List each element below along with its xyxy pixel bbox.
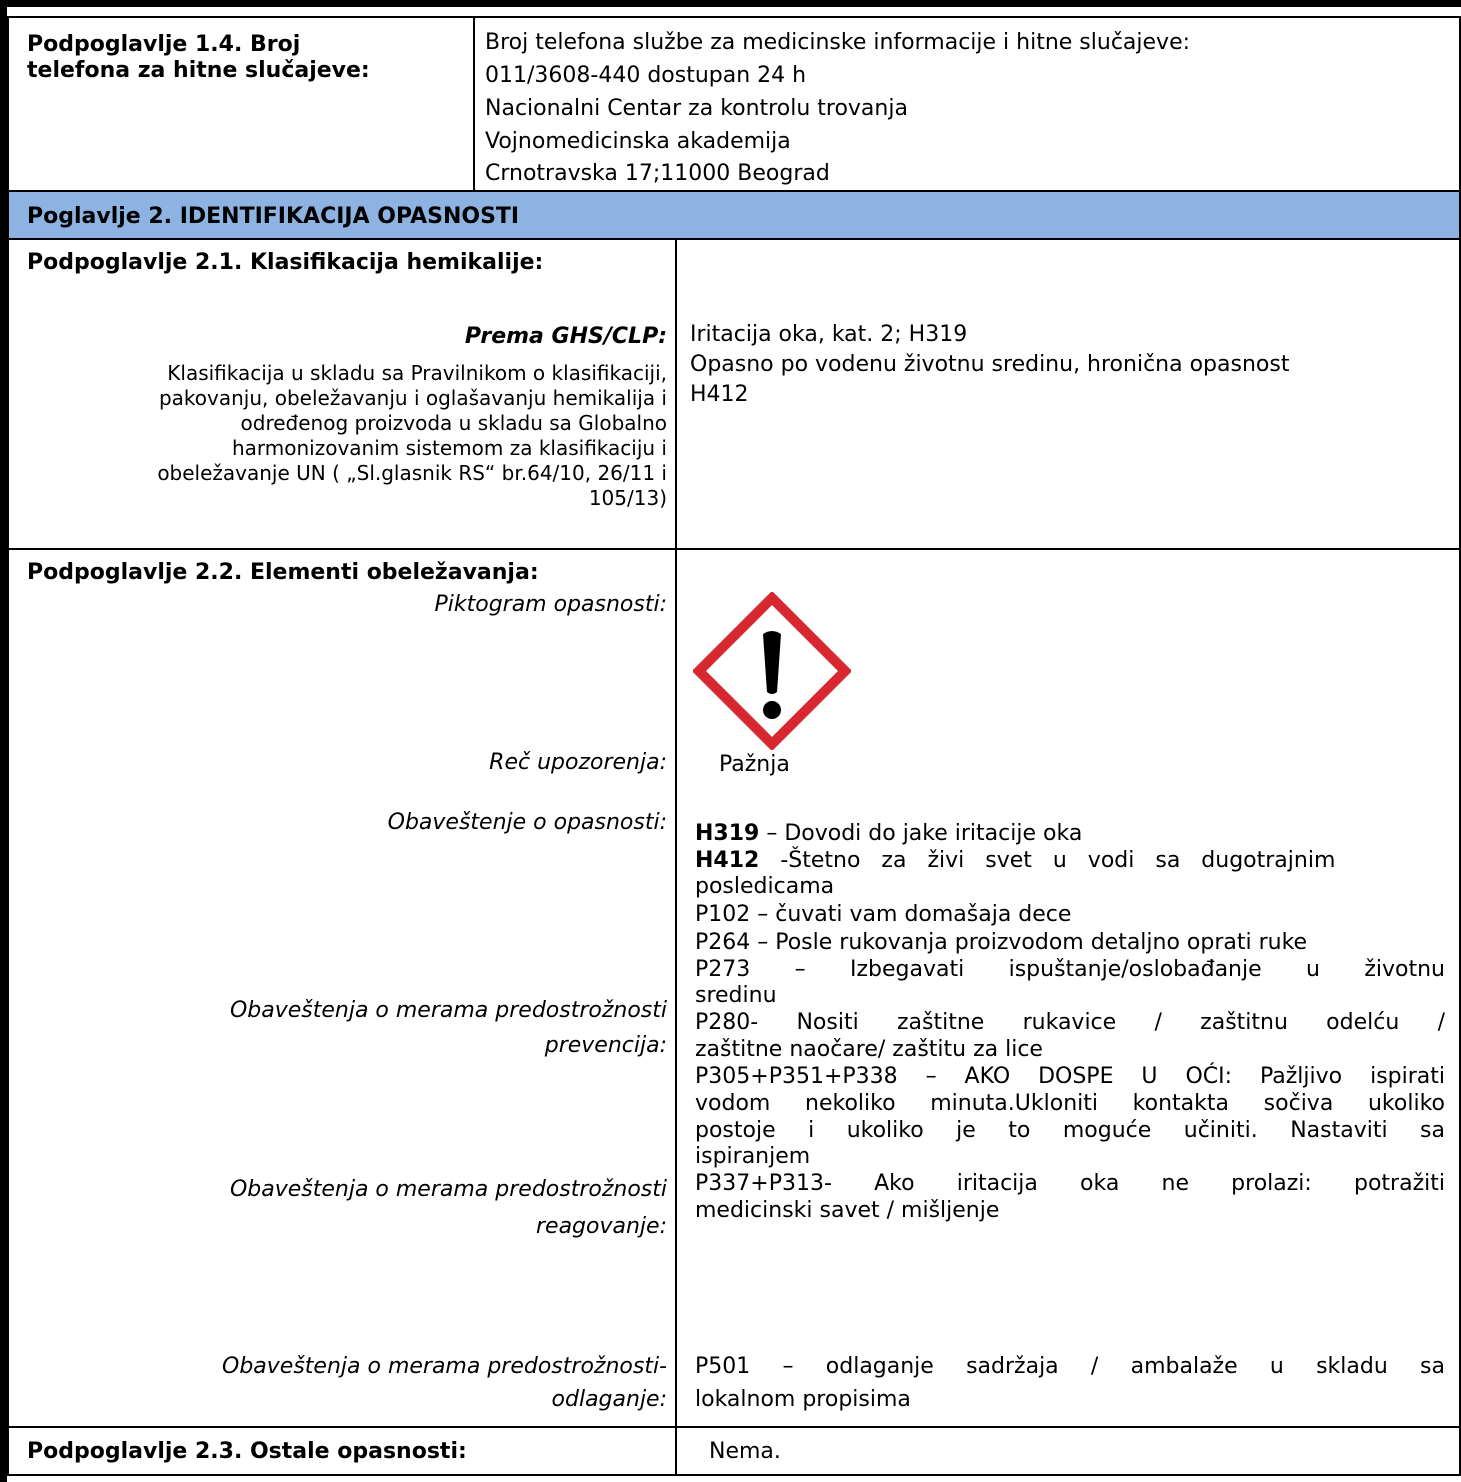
section-2-1-label-cell (7, 238, 677, 550)
section-2-1-title: Podpoglavlje 2.1. Klasifikacija hemikalije: (27, 250, 544, 275)
chapter-2-title: Poglavlje 2. IDENTIFIKACIJA OPASNOSTI (27, 204, 520, 229)
precaution-line-10: ispiranjem (695, 1144, 811, 1169)
section-2-3-label-cell (7, 1426, 677, 1476)
hazard-h412-line-2: posledicama (695, 874, 835, 899)
regulation-line-6: 105/13) (588, 486, 667, 510)
precaution-line-3: P273 – Izbegavati ispuštanje/oslobađanje u životnu (695, 957, 1445, 982)
section-2-3-title: Podpoglavlje 2.3. Ostale opasnosti: (27, 1439, 467, 1464)
exclamation-mark-ghs07-icon (693, 592, 851, 750)
emergency-info-line-2: 011/3608-440 dostupan 24 h (485, 63, 807, 88)
hazard-h412-code: H412 (695, 848, 760, 873)
hazard-h319-code: H319 (695, 821, 760, 846)
page-left-border (0, 0, 7, 1482)
precaution-line-12: medicinski savet / mišljenje (695, 1198, 1000, 1223)
prevention-label-line-2: prevencija: (544, 1033, 667, 1058)
pictogram-label: Piktogram opasnosti: (434, 592, 667, 617)
disposal-label-line-2: odlaganje: (551, 1387, 667, 1412)
response-label-line-2: reagovanje: (536, 1214, 667, 1239)
emergency-info-line-3: Nacionalni Centar za kontrolu trovanja (485, 96, 908, 121)
emergency-info-line-5: Crnotravska 17;11000 Beograd (485, 161, 830, 186)
section-1-4-title-line-2: telefona za hitne slučajeve: (27, 58, 370, 83)
ghs-clp-label: Prema GHS/CLP: (464, 324, 667, 349)
disposal-line-2: lokalnom propisima (695, 1387, 911, 1412)
emergency-info-line-1: Broj telefona službe za medicinske informacije i hitne slučajeve: (485, 30, 1191, 55)
regulation-line-5: obeležavanje UN ( „Sl.glasnik RS“ br.64/10, 26/11 i (157, 461, 667, 485)
classification-line-3: H412 (690, 382, 749, 407)
response-label-line-1: Obaveštenja o merama predostrožnosti (229, 1177, 667, 1202)
hazard-statement-label: Obaveštenje o opasnosti: (387, 810, 667, 835)
regulation-line-3: određenog proizvoda u skladu sa Globalno (240, 411, 667, 435)
precaution-line-1: P102 – čuvati vam domašaja dece (695, 902, 1072, 927)
disposal-line-1: P501 – odlaganje sadržaja / ambalaže u skladu sa (695, 1354, 1445, 1379)
signal-word-label: Reč upozorenja: (489, 750, 667, 775)
emergency-info-line-4: Vojnomedicinska akademija (485, 129, 791, 154)
regulation-line-2: pakovanju, obeležavanju i oglašavanju hemikalija i (158, 386, 667, 410)
precaution-line-11: P337+P313- Ako iritacija oka ne prolazi: potražiti (695, 1171, 1445, 1196)
precaution-line-8: vodom nekoliko minuta.Ukloniti kontakta sočiva ukoliko (695, 1091, 1445, 1116)
section-2-1-value-cell (675, 238, 1461, 550)
hazard-h412 (695, 848, 1449, 874)
prevention-label-line-1: Obaveštenja o merama predostrožnosti (229, 998, 667, 1023)
section-1-4-title-line-1: Podpoglavlje 1.4. Broj (27, 32, 301, 57)
precaution-line-4: sredinu (695, 983, 777, 1008)
classification-line-1: Iritacija oka, kat. 2; H319 (690, 322, 968, 347)
section-1-4-title-cell (7, 16, 475, 192)
signal-word: Pažnja (719, 752, 790, 777)
section-2-3-value-cell (675, 1426, 1461, 1476)
precaution-line-2: P264 – Posle rukovanja proizvodom detaljno oprati ruke (695, 930, 1308, 955)
precaution-line-9: postoje i ukoliko je to moguće učiniti. Nastaviti sa (695, 1118, 1445, 1143)
page-top-border (0, 0, 1461, 7)
hazard-h412-text: -Štetno za živi svet u vodi sa dugotrajnim (759, 848, 1336, 873)
classification-line-2: Opasno po vodenu životnu sredinu, hronična opasnost (690, 352, 1290, 377)
regulation-line-4: harmonizovanim sistemom za klasifikaciju i (231, 436, 667, 460)
hazard-h319 (695, 821, 1082, 847)
section-2-2-label-cell (7, 548, 677, 1428)
disposal-label-line-1: Obaveštenja o merama predostrožnosti- (222, 1354, 667, 1379)
precaution-line-5: P280- Nositi zaštitne rukavice / zaštitnu odelću / (695, 1010, 1445, 1035)
section-1-4-info-cell (473, 16, 1461, 192)
section-2-2-title: Podpoglavlje 2.2. Elementi obeležavanja: (27, 560, 539, 585)
precaution-line-7: P305+P351+P338 – AKO DOSPE U OĆI: Pažljivo ispirati (695, 1064, 1445, 1089)
hazard-h319-text: – Dovodi do jake iritacije oka (759, 821, 1083, 846)
other-hazards-value: Nema. (709, 1439, 781, 1464)
section-2-2-value-cell (675, 548, 1461, 1428)
precaution-line-6: zaštitne naočare/ zaštitu za lice (695, 1037, 1043, 1062)
chapter-2-header (7, 190, 1461, 240)
regulation-line-1: Klasifikacija u skladu sa Pravilnikom o klasifikaciji, (167, 361, 667, 385)
